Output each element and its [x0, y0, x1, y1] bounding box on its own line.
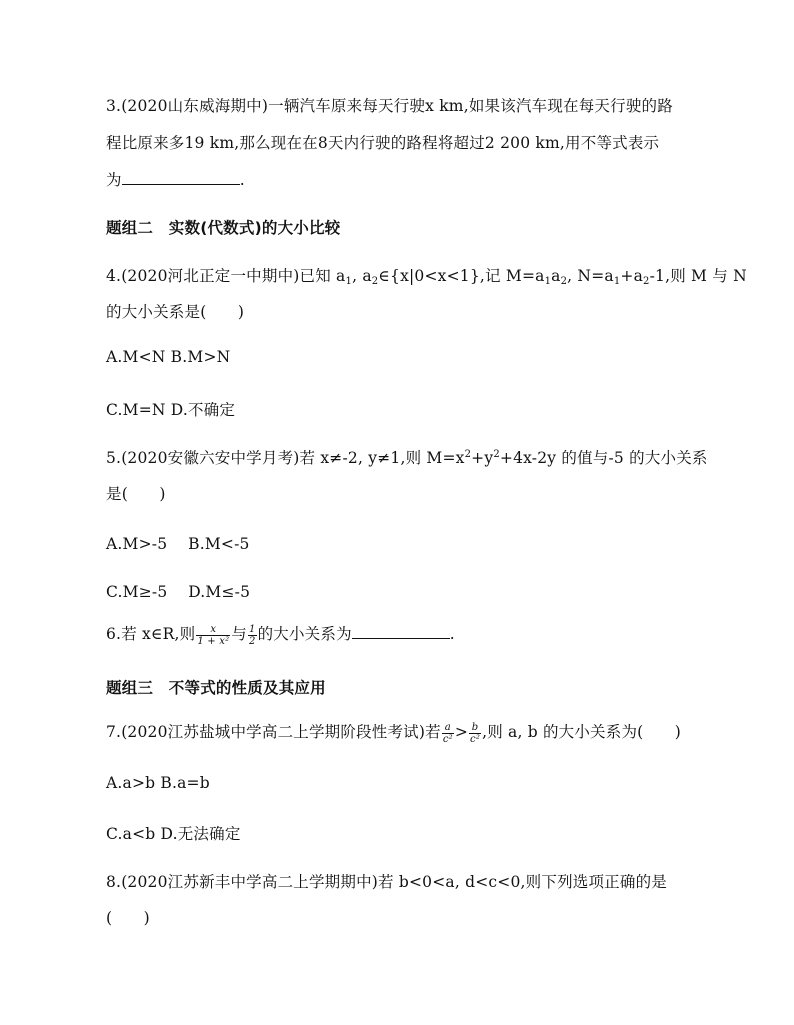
q4-sub: 2: [371, 276, 379, 287]
q5-sup: 2: [493, 449, 500, 460]
q4-text-b: , a: [352, 267, 372, 285]
q4-line1: [106, 264, 747, 287]
q6-fraction-x: [196, 624, 230, 647]
q4-text-f: +a: [620, 267, 644, 285]
q6-line: [106, 622, 455, 647]
q7-frac1-num: a: [442, 722, 454, 734]
q5-options-cd: C.M≥-5 D.M≤-5: [106, 583, 251, 601]
q7-suffix: ,则 a, b 的大小关系为( ): [482, 723, 682, 741]
q4-text-c: ∈{x|0<x<1},记 M=a: [378, 267, 545, 285]
q5-options-ab: A.M>-5 B.M<-5: [106, 535, 250, 553]
q7-gt: >: [454, 723, 469, 741]
q4-text-a: 4.(2020河北正定一中期中)已知 a: [106, 267, 346, 285]
group2-heading: 题组二 实数(代数式)的大小比较: [106, 219, 341, 237]
q4-sub: 1: [345, 276, 353, 287]
q7-fraction-b: [469, 722, 481, 745]
q7-prefix: 7.(2020江苏盐城中学高二上学期阶段性考试)若: [106, 723, 441, 741]
q4-sub: 2: [560, 276, 568, 287]
q4-text-g: -1,则 M 与 N: [649, 267, 747, 285]
q7-line: [106, 720, 681, 745]
q7-frac2-num: b: [469, 722, 481, 734]
q4-sub: 1: [613, 276, 621, 287]
q5-text-b: +y: [471, 449, 494, 467]
q6-end: .: [449, 625, 455, 643]
q4-line2: 的大小关系是( ): [106, 303, 245, 321]
q8-line2: ( ): [106, 909, 150, 927]
q8-line1: 8.(2020江苏新丰中学高二上学期期中)若 b<0<a, d<c<0,则下列选项正确的是: [106, 873, 667, 891]
q4-sub: 1: [544, 276, 552, 287]
q4-text-e: , N=a: [567, 267, 614, 285]
q5-sup: 2: [464, 449, 472, 460]
q6-mid: 与: [231, 625, 247, 643]
group3-heading: 题组三 不等式的性质及其应用: [106, 679, 326, 697]
q6-fraction-half: [248, 624, 257, 647]
q4-options-ab: A.M<N B.M>N: [106, 348, 231, 366]
q6-answer-blank: [352, 637, 450, 639]
q6-frac2-num: 1: [249, 623, 256, 635]
q3-line2: 程比原来多19 km,那么现在在8天内行驶的路程将超过2 200 km,用不等式表示: [106, 134, 660, 152]
q7-options-ab: A.a>b B.a=b: [106, 774, 210, 792]
q3-line1: 3.(2020山东威海期中)一辆汽车原来每天行驶x km,如果该汽车现在每天行驶的路: [106, 97, 673, 115]
q4-options-cd: C.M=N D.不确定: [106, 401, 236, 419]
q3-suffix: .: [239, 171, 245, 189]
q7-fraction-a: [442, 722, 454, 745]
q3-prefix: 为: [106, 171, 122, 189]
q6-frac1-num: x: [196, 624, 230, 636]
q7-frac1-den: c²: [442, 733, 453, 745]
q4-text-d: a: [551, 267, 561, 285]
q7-options-cd: C.a<b D.无法确定: [106, 825, 241, 843]
q5-line2: 是( ): [106, 485, 166, 503]
q5-text-a: 5.(2020安徽六安中学月考)若 x≠-2, y≠1,则 M=x: [106, 449, 465, 467]
q6-suffix: 的大小关系为: [257, 625, 352, 643]
q3-answer-blank: [122, 183, 240, 185]
q6-prefix: 6.若 x∈R,则: [106, 625, 196, 643]
q7-frac2-den: c²: [470, 733, 481, 745]
q5-line1: [106, 446, 708, 468]
q3-line3: [106, 168, 245, 190]
q6-frac2-den: 2: [249, 635, 256, 647]
q6-frac1-den: 1 + x²: [197, 635, 230, 647]
q5-text-c: +4x-2y 的值与-5 的大小关系: [499, 449, 708, 467]
q4-sub: 2: [643, 276, 650, 287]
